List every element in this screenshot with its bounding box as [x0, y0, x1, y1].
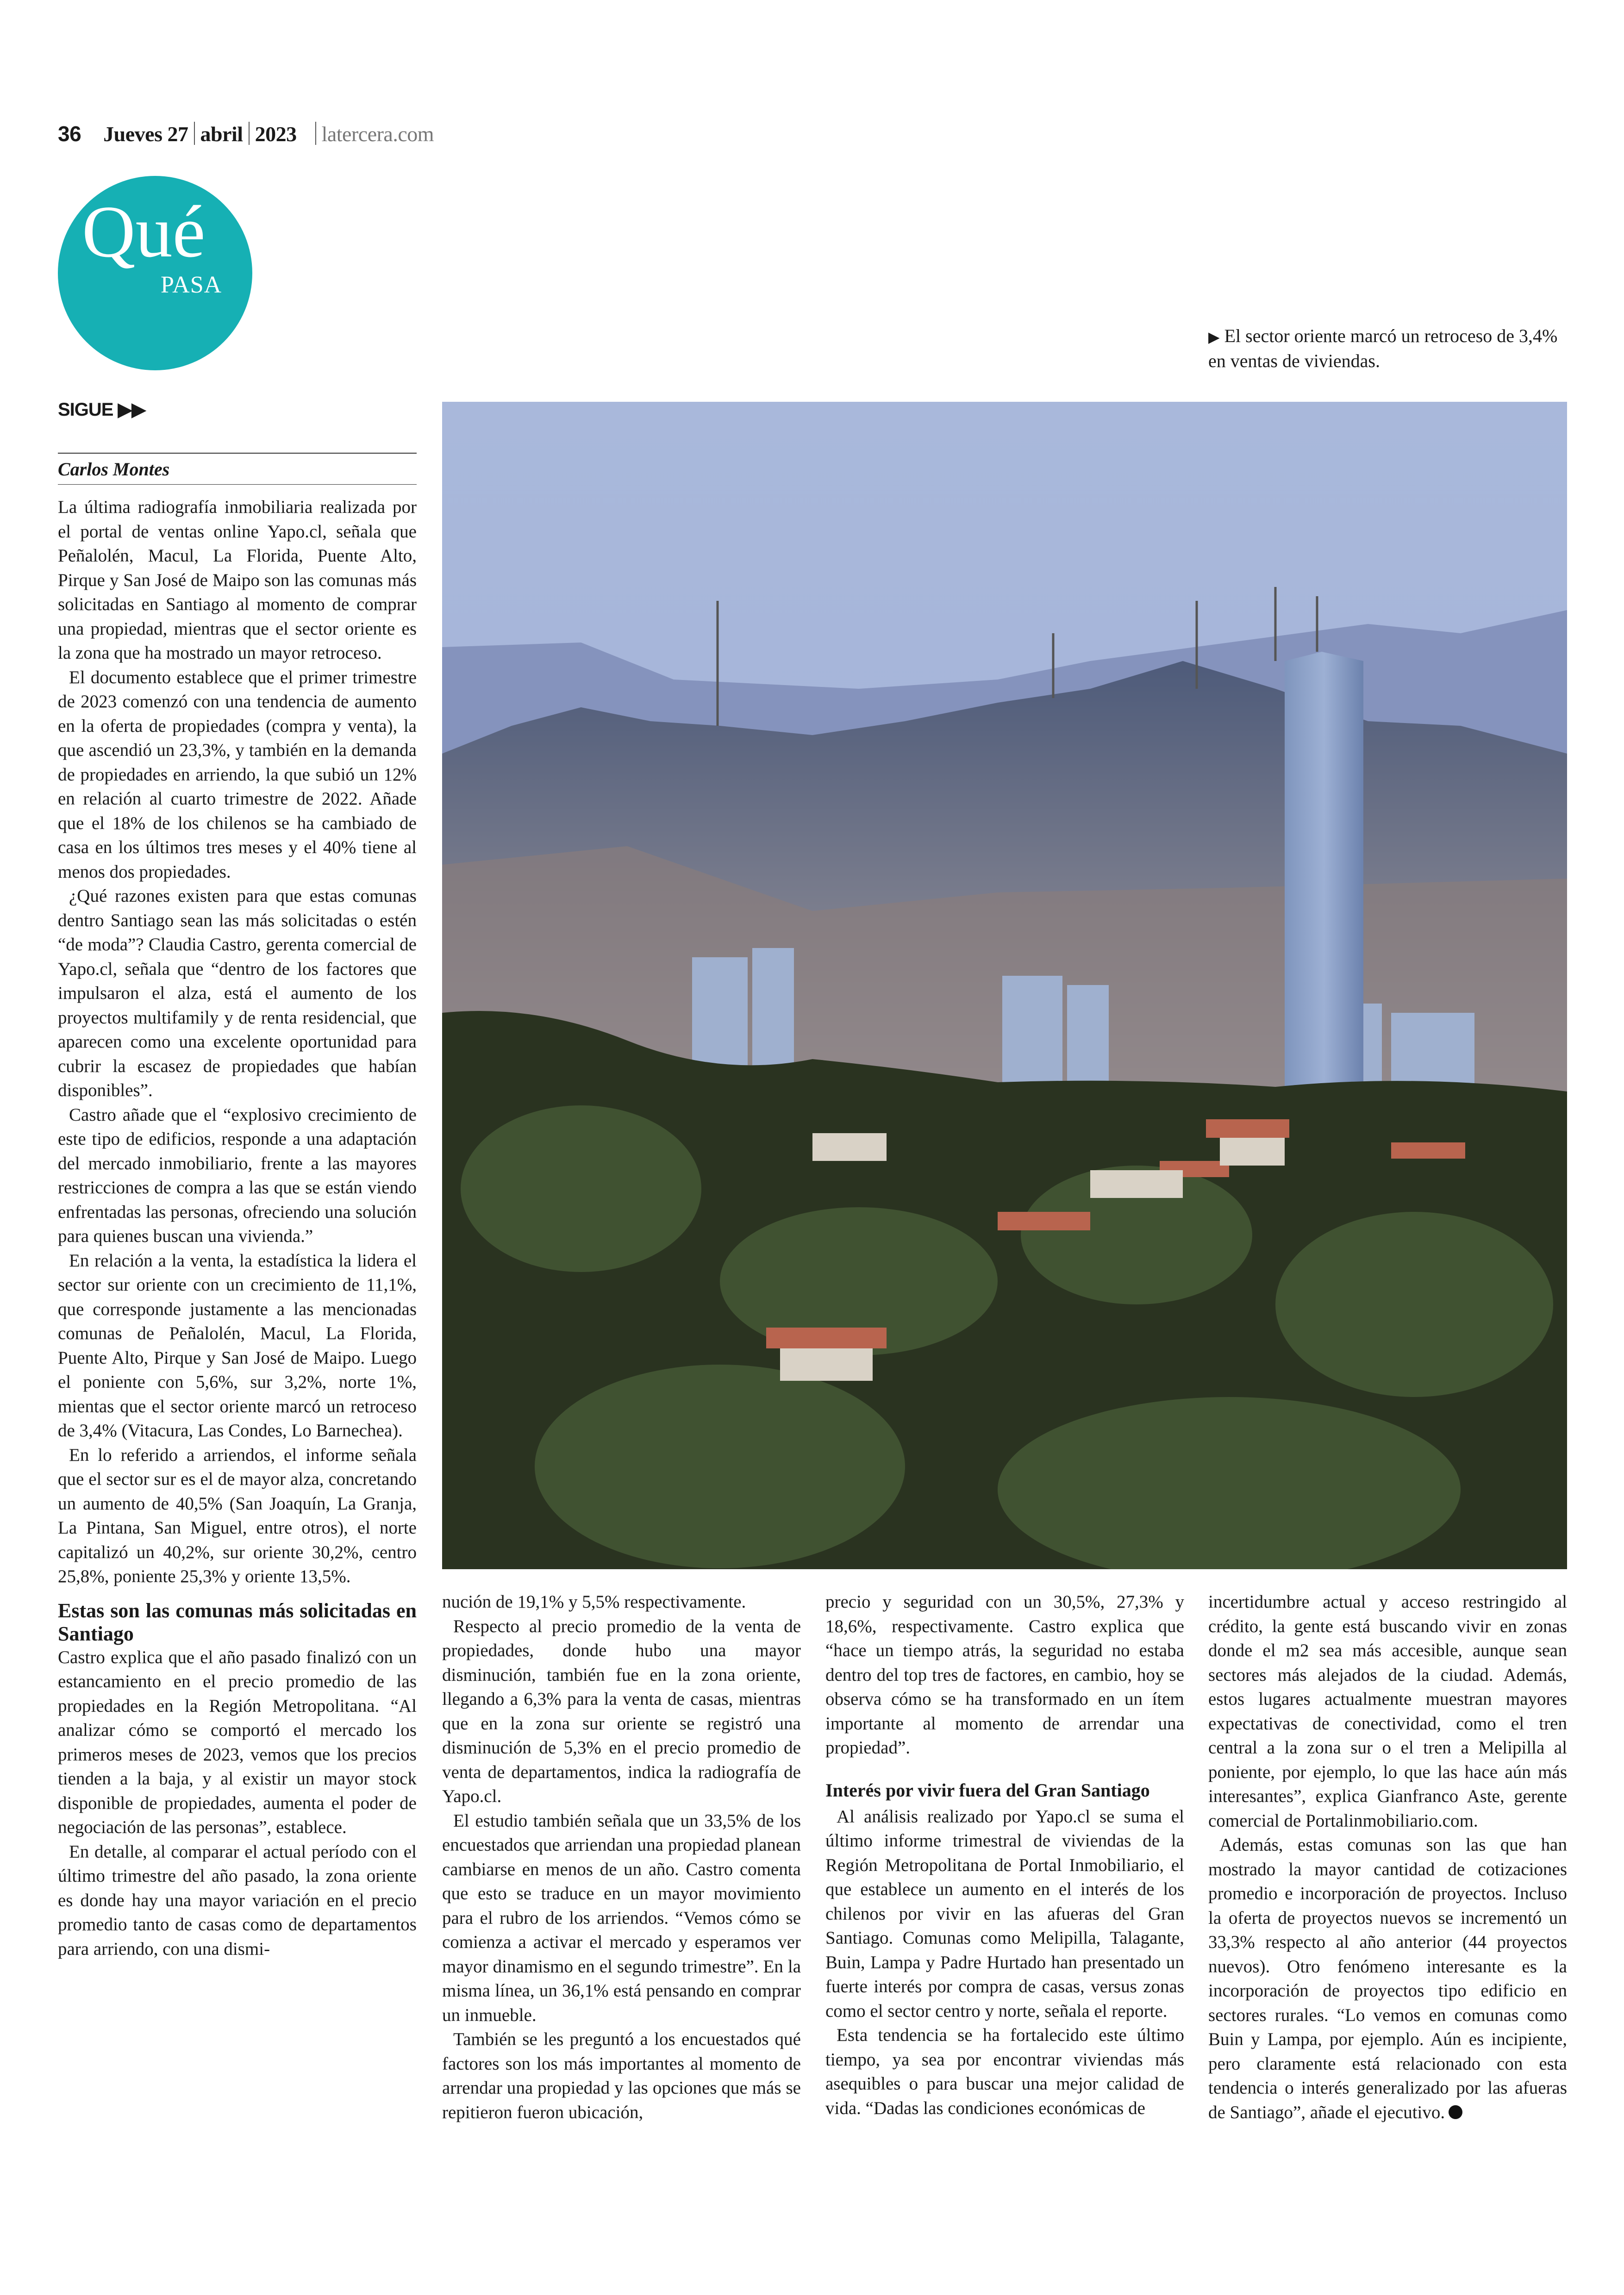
sigue-label: SIGUE ▶▶ — [58, 399, 146, 420]
article-column-1 — [58, 495, 417, 1961]
paragraph: incertidumbre actual y acceso restringido al crédito, la gente está buscando vivir en zonas donde el m2 sea más accesible, aunque sean sectores más alejados de la ciudad. Además, estos lugares actualmente muestran mayores expectativas de conectividad, como el tren central a la zona sur o el tren a Melipilla al poniente, por ejemplo, lo que las hace aún más interesantes”, explica Gianfranco Aste, gerente comercial de Portalinmobiliario.com. — [1208, 1592, 1567, 1831]
paragraph: En relación a la venta, la estadística la lidera el sector sur oriente con un crecimiento de 11,1%, que corresponde justamente a las mencionadas comunas de Peñalolén, Macul, La Florida, Puente Alto, Pirque y San José de Maipo. Luego el poniente con 5,6%, sur 3,2%, norte 1%, mientas que el sector oriente marcó un retroceso de 3,4% (Vitacura, Las Condes, Lo Barnechea). — [58, 1250, 417, 1441]
paragraph: ¿Qué razones existen para que estas comunas dentro Santiago sean las más solicitadas o estén “de moda”? Claudia Castro, gerenta comercial de Yapo.cl, señala que “dentro de los factores que impulsaron el alza, está el aumento de los proyectos multifamily y de renta residencial, que aparecen como una excelente oportunidad para cubrir la escasez de propiedades que habían disponibles”. — [58, 886, 417, 1100]
divider — [194, 122, 195, 145]
author-byline: Carlos Montes — [58, 459, 170, 480]
article-column-4 — [1208, 1590, 1567, 2125]
paragraph: La última radiografía inmobiliaria realizada por el portal de ventas online Yapo.cl, señala que Peñalolén, Macul, La Florida, Puente Alto, Pirque y San José de Maipo son las comunas más solicitadas en Santiago al momento de comprar una propiedad, mientras que el sector oriente es la zona que ha mostrado un mayor retroceso. — [58, 497, 417, 663]
folio-site: latercera.com — [321, 122, 434, 146]
paragraph: También se les preguntó a los encuestados qué factores son los más importantes al momento de arrendar una propiedad y las opciones que más se repitieron fueron ubicación, — [442, 2029, 801, 2122]
paragraph — [1208, 1833, 1567, 2125]
divider — [58, 453, 417, 454]
subheading: Estas son las comunas más solicitadas en Santiago — [58, 1599, 417, 1645]
divider — [315, 122, 316, 145]
photo-santiago-skyline — [442, 402, 1567, 1569]
folio-day: Jueves 27 — [103, 122, 188, 146]
logo-pasa: PASA — [161, 272, 222, 298]
paragraph: En detalle, al comparar el actual período con el último trimestre del año pasado, la zona oriente es donde hay una mayor variación en el precio promedio tanto de casas como de departamentos para arriendo, con una dismi- — [58, 1841, 417, 1959]
paragraph: precio y seguridad con un 30,5%, 27,3% y 18,6%, respectivamente. Castro explica que “hace un tiempo atrás, la seguridad no estaba dentro del top tres de factores, en cambio, hoy se observa cómo se ha transformado en un ítem importante al momento de arrendar una propiedad”. — [825, 1592, 1184, 1758]
subheading: Interés por vivir fuera del Gran Santiago — [825, 1779, 1150, 1801]
page-folio — [58, 121, 434, 146]
page-number: 36 — [58, 122, 81, 146]
paragraph: El estudio también señala que un 33,5% de los encuestados que arriendan una propiedad planean cambiarse en menos de un año. Castro comenta que esto se traduce en un mayor movimiento para el rubro de los arriendos. “Vemos cómo se comienza a activar el mercado y esperamos ver mayor dinamismo en el segundo trimestre”. En la misma línea, un 36,1% está pensando en comprar un inmueble. — [442, 1810, 801, 2025]
paragraph: Castro explica que el año pasado finalizó con un estancamiento en el precio promedio de las propiedades en la Región Metropolitana. “Al analizar cómo se comportó el mercado los primeros meses de 2023, vemos que los precios tienden a la baja, y al existir un mayor stock disponible de propiedades, aumenta el poder de negociación de las personas”, establece. — [58, 1647, 417, 1837]
paragraph: Esta tendencia se ha fortalecido este último tiempo, ya sea por encontrar viviendas más asequibles o para buscar una mejor calidad de vida. “Dadas las condiciones económicas de — [825, 2025, 1184, 2118]
caption-text: El sector oriente marcó un retroceso de 3,4% en ventas de viviendas. — [1208, 325, 1558, 371]
paragraph: Castro añade que el “explosivo crecimiento de este tipo de edificios, responde a una adaptación del mercado inmobiliario, frente a las mayores restricciones de compra a las que se están viendo enfrentadas las personas, ofreciendo una solución para quienes buscan una vivienda.” — [58, 1104, 417, 1246]
costanera-tower — [1285, 652, 1363, 1105]
divider — [58, 484, 417, 485]
triangle-icon: ▶ — [1208, 329, 1220, 345]
que-pasa-logo — [58, 176, 252, 370]
paragraph: Respecto al precio promedio de la venta de propiedades, donde hubo una mayor disminución, también fue en la zona oriente, llegando a 6,3% para la venta de casas, mientras que en la zona sur oriente se registró una disminución de 5,3% en el precio promedio de venta de departamentos, indica la radiografía de Yapo.cl. — [442, 1616, 801, 1806]
photo-caption — [1208, 324, 1569, 373]
paragraph: Al análisis realizado por Yapo.cl se suma el último informe trimestral de viviendas de la Región Metropolitana de Portal Inmobiliario, el que establece un aumento en el interés de los chilenos por vivir en las afueras del Gran Santiago. Comunas como Melipilla, Talagante, Buin, Lampa y Padre Hurtado han presentado un fuerte interés por compra de casas, versus zonas como el sector centro y norte, señala el reporte. — [825, 1806, 1184, 2021]
divider — [249, 122, 250, 145]
end-of-article-icon — [1449, 2105, 1462, 2119]
article-column-2 — [442, 1590, 801, 2125]
article-column-3 — [825, 1590, 1184, 2120]
folio-year: 2023 — [255, 122, 297, 146]
logo-que: Qué — [82, 190, 206, 273]
paragraph-text: Además, estas comunas son las que han mostrado la mayor cantidad de cotizaciones promedio e incorporación de proyectos. Incluso la oferta de proyectos nuevos se incrementó un 33,3% respecto al año anterior (44 proyectos nuevos). Otro fenómeno interesante es la incorporación de proyectos tipo edificio en sectores rurales. “Lo vemos en comunas como Buin y Lampa, por ejemplo. Aún es incipiente, pero claramente está relacionado con esta tendencia o interés generalizado por las afueras de Santiago”, añade el ejecutivo. — [1208, 1835, 1567, 2122]
paragraph: El documento establece que el primer trimestre de 2023 comenzó con una tendencia de aumento en la oferta de propiedades (compra y venta), la que ascendió un 23,3%, y también en la demanda de propiedades en arriendo, la que subió un 12% en relación al cuarto trimestre de 2022. Añade que el 18% de los chilenos se ha cambiado de casa en los últimos tres meses y el 40% tiene al menos dos propiedades. — [58, 667, 417, 882]
paragraph: nución de 19,1% y 5,5% respectivamente. — [442, 1592, 746, 1612]
paragraph: En lo referido a arriendos, el informe señala que el sector sur es el de mayor alza, concretando un aumento de 40,5% (San Joaquín, La Granja, La Pintana, San Miguel, entre otros), el norte capitalizó un 40,2%, sur oriente 30,2%, centro 25,8%, poniente 25,3% y oriente 13,5%. — [58, 1445, 417, 1586]
folio-month: abril — [200, 122, 243, 146]
